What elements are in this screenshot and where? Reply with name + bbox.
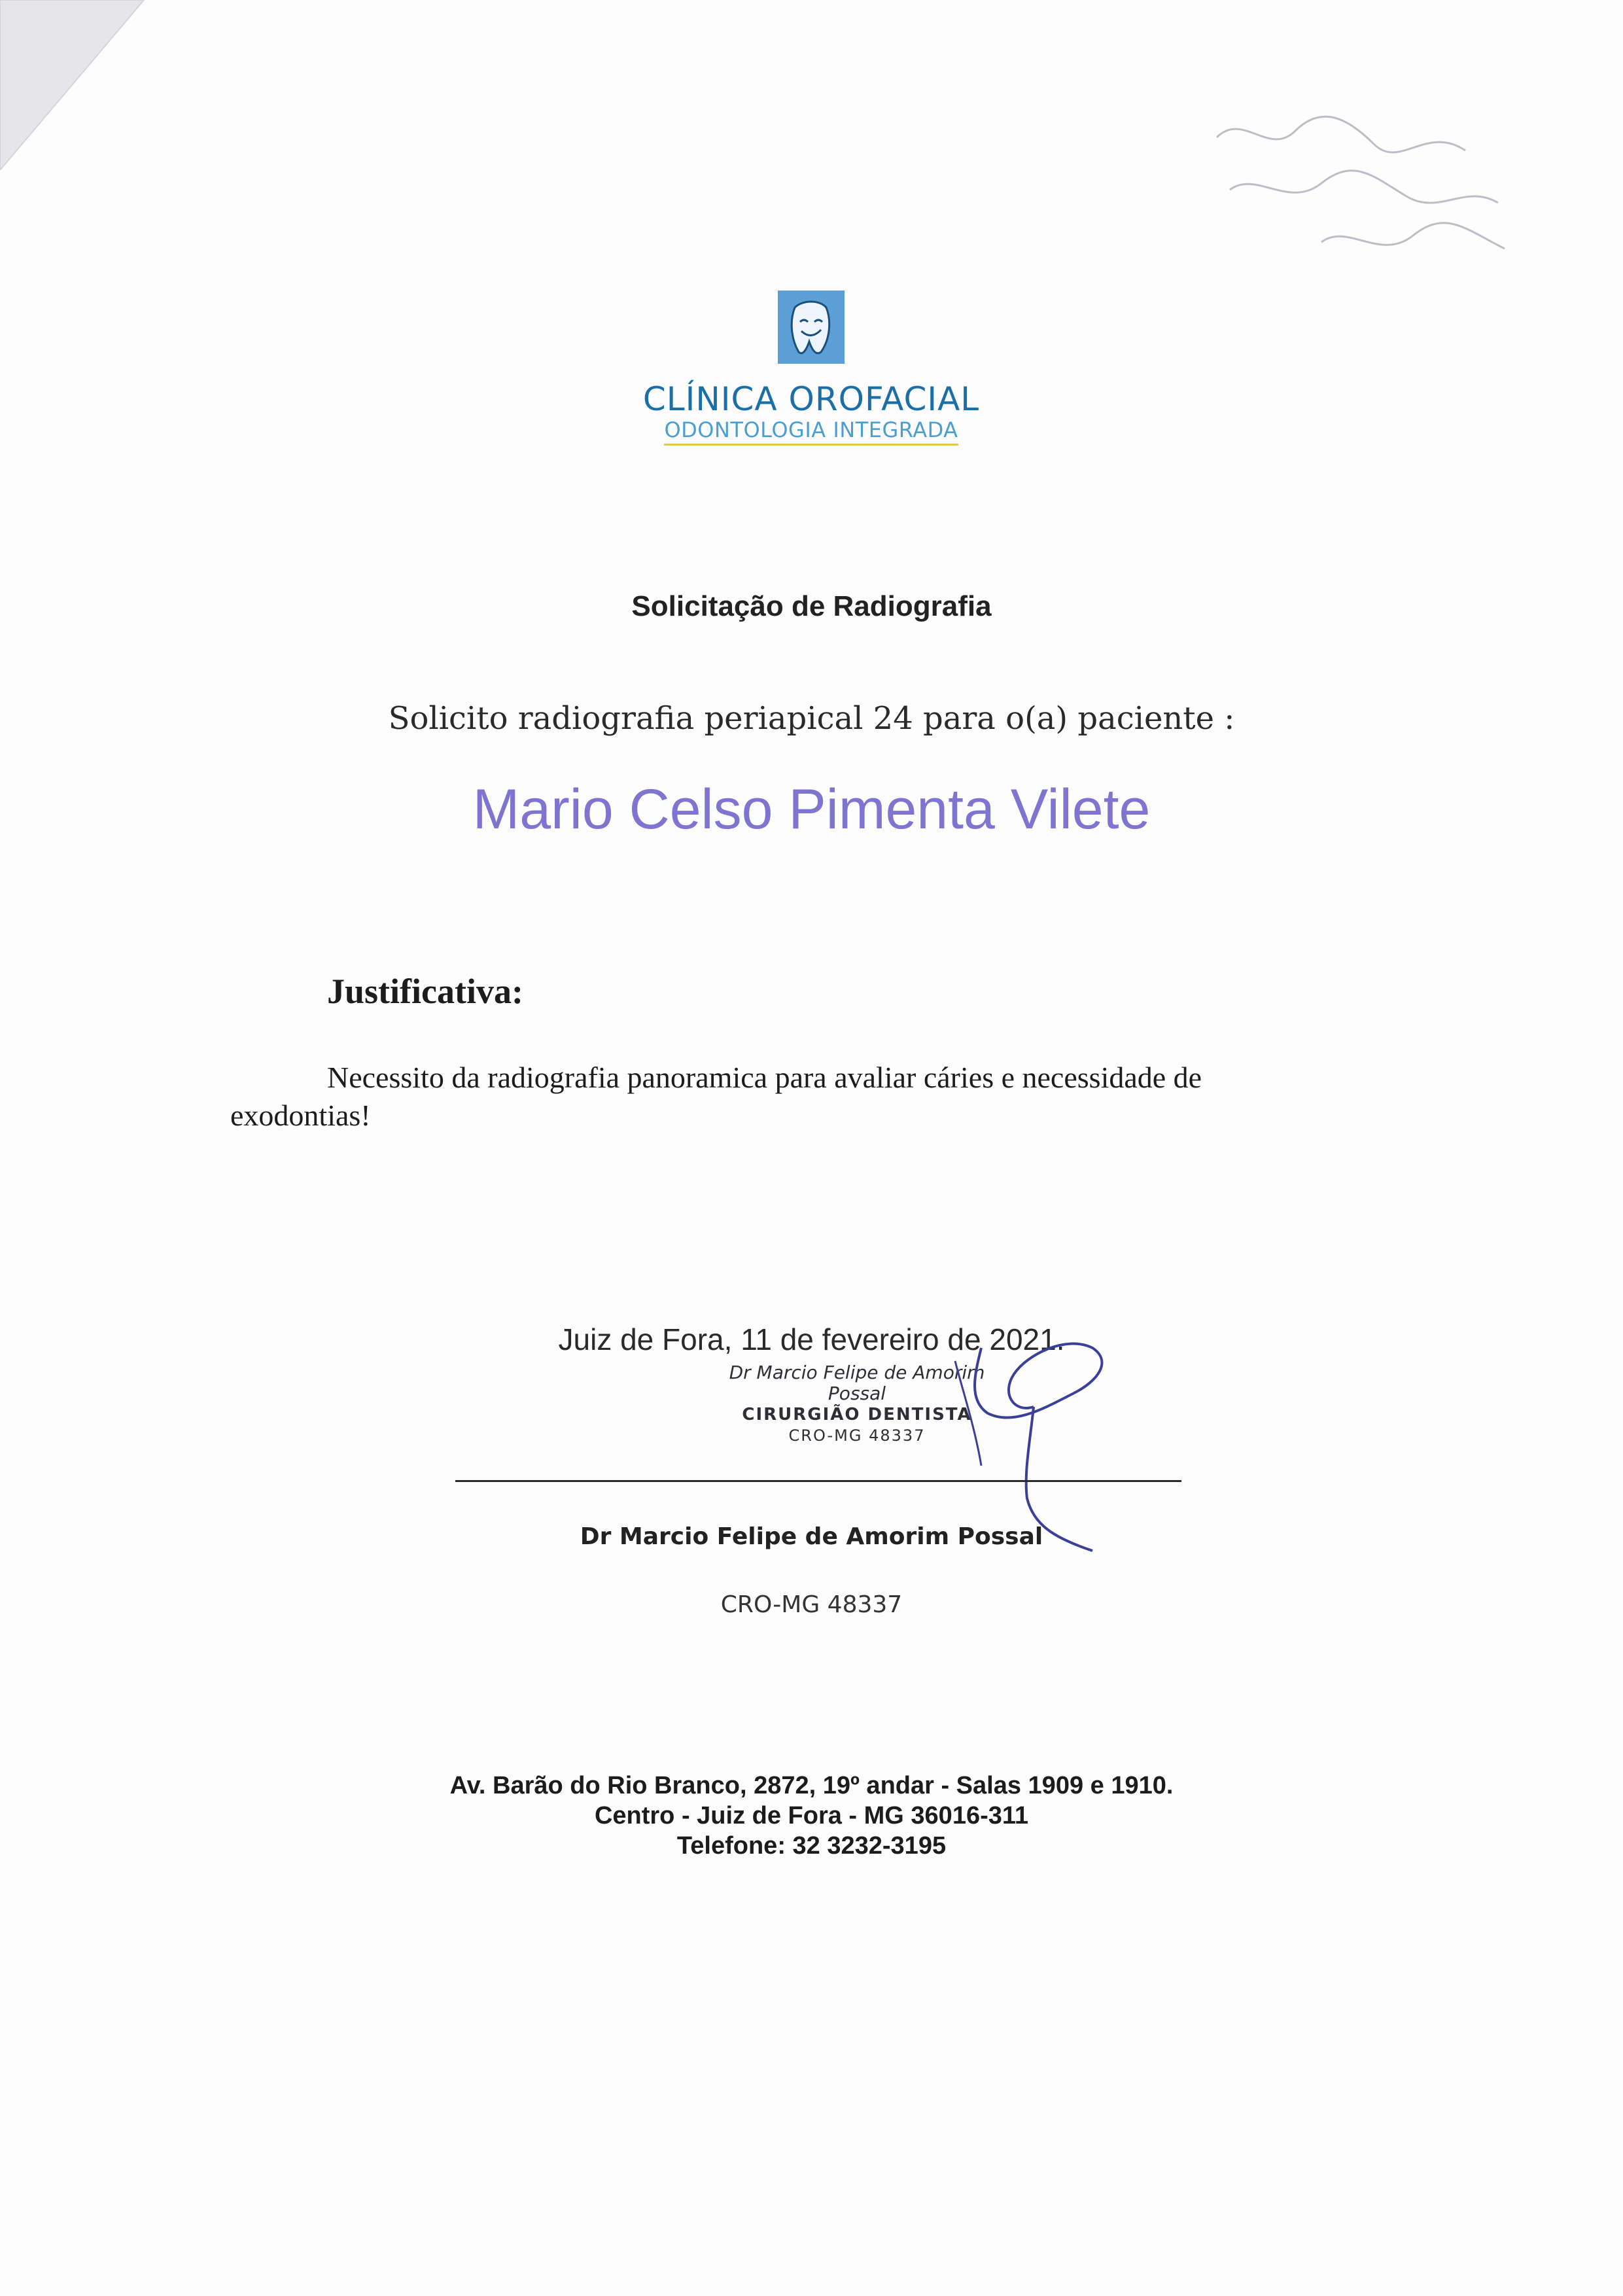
signature-line	[455, 1480, 1181, 1482]
footer-address: Av. Barão do Rio Branco, 2872, 19º andar - Salas 1909 e 1910.	[449, 1772, 1174, 1799]
footer-phone: Telefone: 32 3232-3195	[676, 1832, 947, 1860]
clinic-logo	[628, 288, 994, 446]
doctor-name: Dr Marcio Felipe de Amorim Possal	[580, 1523, 1043, 1550]
patient-name: Mario Celso Pimenta Vilete	[472, 778, 1151, 841]
footer-city: Centro - Juiz de Fora - MG 36016-311	[594, 1802, 1029, 1829]
doctor-cro: CRO-MG 48337	[720, 1591, 903, 1618]
stamp-cro: CRO-MG 48337	[788, 1426, 926, 1445]
justification-text: Necessito da radiografia panoramica para avaliar cáries e necessidade de exodontias!	[230, 1061, 1202, 1132]
request-line: Solicito radiografia periapical 24 para o(a) paciente :	[388, 700, 1235, 737]
document-title: Solicitação de Radiografia	[631, 590, 992, 622]
stamp-name: Dr Marcio Felipe de Amorim Possal	[729, 1362, 985, 1404]
tooth-face-logo-icon	[775, 288, 847, 366]
folded-corner	[0, 0, 170, 170]
clinic-name: CLÍNICA OROFACIAL	[642, 380, 980, 418]
handwritten-note-scribble	[1191, 98, 1531, 294]
clinic-subtitle: ODONTOLOGIA INTEGRADA	[664, 417, 958, 446]
date-line: Juiz de Fora, 11 de fevereiro de 2021.	[558, 1322, 1065, 1356]
clinic-footer	[0, 1771, 1623, 1861]
justification-label: Justificativa:	[327, 972, 523, 1011]
stamp-role: CIRURGIÃO DENTISTA	[742, 1405, 972, 1424]
